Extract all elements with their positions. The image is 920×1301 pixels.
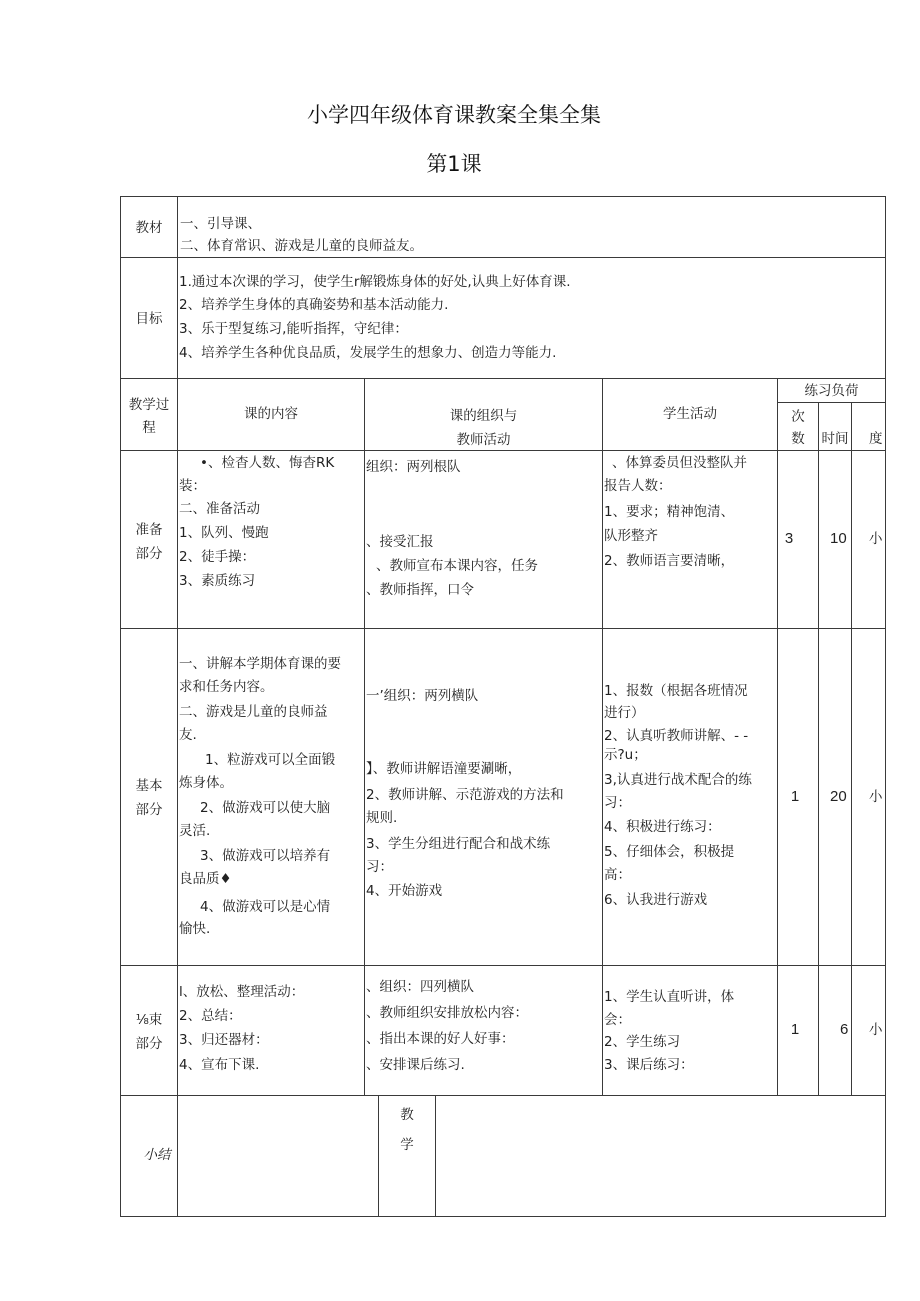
document-title: 小学四年级体育课教案全集全集 <box>307 103 601 127</box>
column-divider <box>602 378 603 1096</box>
ending-label: ⅛束 <box>135 1012 163 1028</box>
ending-time: 6 <box>840 1021 849 1038</box>
column-divider <box>364 378 365 1096</box>
prep-time: 10 <box>830 530 847 547</box>
ending-label: 部分 <box>135 1036 163 1052</box>
table-border-right <box>885 196 886 1217</box>
ending-count: 1 <box>790 1021 800 1038</box>
row-divider <box>120 1095 886 1096</box>
prep-intensity: 小 <box>869 531 883 547</box>
table-border-bottom <box>120 1216 886 1217</box>
basic-content-line: 1、粒游戏可以全面锻 <box>205 752 336 768</box>
prep-content-line: •、检杳人数、悔杳RK <box>200 455 335 471</box>
table-border-top <box>120 196 886 197</box>
column-divider <box>777 378 778 1096</box>
prep-label: 部分 <box>135 546 163 562</box>
basic-content-line: 求和任务内容。 <box>179 679 274 695</box>
textbook-line: 二、体育常识、游戏是儿童的良师益友。 <box>180 238 423 254</box>
basic-student-line: 6、认我进行游戏 <box>604 892 708 908</box>
prep-org-line: 、接受汇报 <box>366 534 434 550</box>
ending-org-line: 、安排课后练习. <box>366 1057 465 1073</box>
ending-student-line: 3、课后练习： <box>604 1057 694 1073</box>
header-count: 数 <box>791 431 805 447</box>
header-count: 次 <box>791 409 805 425</box>
summary-label: 小结 <box>143 1147 171 1163</box>
ending-student-line: 2、学生练习 <box>604 1034 681 1050</box>
header-practice-load: 练习负荷 <box>804 383 859 399</box>
basic-content-line: 良品质♦ <box>179 871 232 887</box>
basic-time: 20 <box>830 788 847 805</box>
basic-content-line: 灵活. <box>179 823 211 839</box>
basic-student-line: 2、认真听教师讲解、- - <box>604 728 749 744</box>
basic-student-line: 5、仔细体会，积极提 <box>604 844 735 860</box>
row-divider <box>120 965 886 966</box>
ending-org-line: 、教师组织安排放松内容： <box>366 1005 528 1021</box>
basic-student-line: 高： <box>604 867 631 883</box>
prep-content-line: 二、准备活动 <box>179 501 260 517</box>
lesson-title: 第1课 <box>426 152 482 176</box>
prep-org-line: 组织：两列根队 <box>366 459 461 475</box>
header-process: 教学过 <box>128 397 170 413</box>
column-divider <box>851 402 852 1096</box>
prep-student-line: 报告人数： <box>604 478 672 494</box>
basic-content-line: 2、做游戏可以使大脑 <box>200 800 331 816</box>
basic-intensity: 小 <box>869 789 883 805</box>
prep-content-line: 3、素质练习 <box>179 573 256 589</box>
basic-org-line: 4、开始游戏 <box>366 883 443 899</box>
basic-content-line: 二、游戏是儿童的良师益 <box>179 704 328 720</box>
objective-line: 4、培养学生各种优良品质，发展学生的想象力、创造力等能力. <box>179 345 557 361</box>
basic-org-line: 一’组织：两列横队 <box>366 688 479 704</box>
objective-line: 3、乐于型复练习,能听指挥，守纪律： <box>179 321 408 337</box>
basic-student-line: 示?u； <box>604 747 647 763</box>
header-content: 课的内容 <box>244 406 298 422</box>
column-divider <box>818 402 819 1096</box>
basic-student-line: 4、积极进行练习： <box>604 819 721 835</box>
header-time: 时间 <box>821 431 849 447</box>
basic-student-line: 1、报数（根据各班情况 <box>604 683 748 699</box>
basic-label: 基本 <box>135 778 163 794</box>
prep-org-line: 、教师指挥，口令 <box>366 582 474 598</box>
ending-content-line: l、放松、整理活动： <box>179 984 305 1000</box>
prep-org-line: 、教师宣布本课内容，任务 <box>376 558 538 574</box>
basic-student-line: 习： <box>604 795 631 811</box>
ending-student-line: 1、学生认直听讲，体 <box>604 989 735 1005</box>
basic-label: 部分 <box>135 802 163 818</box>
ending-org-line: 、组织：四列横队 <box>366 979 474 995</box>
textbook-label: 教材 <box>135 220 163 236</box>
basic-content-line: 愉快. <box>179 921 211 937</box>
basic-org-line: 】、教师讲解语潼要涮晰， <box>366 761 522 777</box>
basic-org-line: 3、学生分组进行配合和战术练 <box>366 836 551 852</box>
table-border-left <box>120 196 121 1217</box>
ending-content-line: 2、总结： <box>179 1008 242 1024</box>
ending-intensity: 小 <box>869 1022 883 1038</box>
ending-org-line: 、指出本课的好人好事： <box>366 1031 515 1047</box>
basic-count: 1 <box>790 788 800 805</box>
header-intensity: 度 <box>869 431 883 447</box>
row-divider <box>120 378 886 379</box>
teaching-label: 教 <box>400 1107 414 1123</box>
header-process: 程 <box>142 420 156 436</box>
objective-line: 1.通过本次课的学习，使学生r解锻炼身体的好处,认典上好体育课. <box>179 274 571 290</box>
header-student-activity: 学生活动 <box>663 406 717 422</box>
basic-student-line: 3,认真进行战术配合的练 <box>604 772 752 788</box>
textbook-line: 一、引导课、 <box>180 216 261 232</box>
prep-student-line: 2、教师语言要清晰， <box>604 553 735 569</box>
basic-content-line: 炼身体。 <box>179 775 233 791</box>
basic-student-line: 进行） <box>604 705 645 721</box>
prep-student-line: 队形整齐 <box>604 528 658 544</box>
row-divider <box>120 628 886 629</box>
ending-content-line: 4、宣布下课. <box>179 1057 260 1073</box>
objective-line: 2、培养学生身体的真确姿势和基本活动能力. <box>179 297 449 313</box>
prep-content-line: 装： <box>179 478 206 494</box>
basic-org-line: 规则. <box>366 810 398 826</box>
ending-student-line: 会： <box>604 1012 631 1028</box>
basic-content-line: 3、做游戏可以培养有 <box>200 848 331 864</box>
summary-divider <box>435 1095 436 1217</box>
basic-org-line: 习： <box>366 859 393 875</box>
teaching-label: 学 <box>400 1137 414 1153</box>
header-organization: 教师活动 <box>456 432 511 448</box>
basic-content-line: 友. <box>179 727 197 743</box>
basic-content-line: 一、讲解本学期体育课的要 <box>179 656 341 672</box>
header-organization: 课的组织与 <box>449 408 518 424</box>
prep-label: 准备 <box>135 522 163 538</box>
prep-content-line: 2、徒手操： <box>179 549 256 565</box>
ending-content-line: 3、归还器材： <box>179 1032 269 1048</box>
prep-count: 3 <box>784 530 794 547</box>
objectives-label: 目标 <box>135 311 163 327</box>
prep-student-line: 、体算委员但没整队并 <box>612 455 747 471</box>
basic-org-line: 2、教师讲解、示范游戏的方法和 <box>366 787 564 803</box>
prep-student-line: 1、要求；精神饱清、 <box>604 504 735 520</box>
label-column-divider <box>177 196 178 1217</box>
prep-content-line: 1、队列、慢跑 <box>179 525 269 541</box>
basic-content-line: 4、做游戏可以是心情 <box>200 899 331 915</box>
